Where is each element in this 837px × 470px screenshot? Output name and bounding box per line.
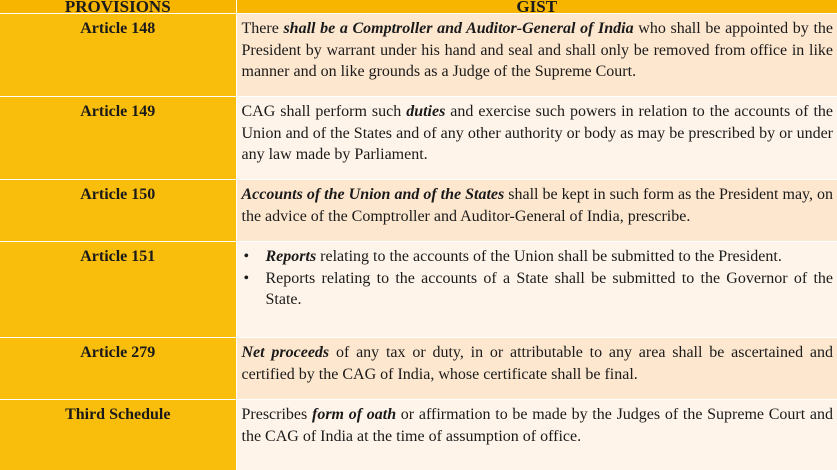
gist-text: Reports relating to the accounts of a State shall be submitted to the Governor of the State. <box>265 269 833 308</box>
bullet-item <box>242 246 834 268</box>
bullet-item <box>242 268 834 311</box>
gist-text: of any tax or duty, in or attributable to any area shall be ascertained and certified by the CAG of India, whose certificate shall be final. <box>241 344 833 383</box>
gist-text: Prescribes <box>241 406 312 423</box>
gist-text: who shall be appointed by the President by warrant under his hand and seal and shall only be removed from office in like manner and on like grounds as a Judge of the Supreme Court. <box>241 20 833 80</box>
gist-text: relating to the accounts of the Union shall be submitted to the President. <box>316 248 782 265</box>
table-row <box>0 180 837 242</box>
emphasis-text: form of oath <box>311 406 397 423</box>
gist-cell <box>236 242 837 338</box>
gist-cell <box>236 14 837 97</box>
provision-cell: Article 150 <box>0 180 236 242</box>
gist-text: CAG shall perform such <box>241 103 407 120</box>
gist-text: and exercise such powers in relation to the accounts of the Union and of the States and of any other authority or body as may be prescribed by or under any law made by Parliament. <box>241 103 834 163</box>
table-row <box>0 338 837 400</box>
gist-text: There <box>241 20 284 37</box>
table-row <box>0 242 837 338</box>
table-row <box>0 97 837 180</box>
table-row <box>0 400 837 470</box>
provision-cell: Article 151 <box>0 242 236 338</box>
header-gist: GIST <box>236 0 837 14</box>
gist-cell <box>236 338 837 400</box>
gist-cell <box>236 400 837 470</box>
gist-cell <box>236 97 837 180</box>
provision-cell: Third Schedule <box>0 400 236 470</box>
header-provisions: PROVISIONS <box>0 0 236 14</box>
gist-cell <box>236 180 837 242</box>
gist-text: or affirmation to be made by the Judges of the Supreme Court and the CAG of India at the time of assumption of office. <box>241 406 834 445</box>
emphasis-text: duties <box>406 103 446 120</box>
emphasis-text: Reports <box>265 248 317 265</box>
emphasis-text: Net proceeds <box>241 344 330 361</box>
table-row <box>0 14 837 97</box>
provision-cell: Article 279 <box>0 338 236 400</box>
bullet-icon: • <box>243 248 250 265</box>
gist-text: shall be kept in such form as the President may, on the advice of the Comptroller and Auditor-General of India, prescribe. <box>241 186 834 225</box>
header-row <box>0 0 837 14</box>
provision-cell: Article 149 <box>0 97 236 180</box>
bullet-icon: • <box>243 269 250 287</box>
emphasis-text: shall be a Comptroller and Auditor-General of India <box>283 20 634 37</box>
report-bullet-list <box>242 246 834 311</box>
emphasis-text: Accounts of the Union and of the States <box>241 186 505 203</box>
provision-cell: Article 148 <box>0 14 236 97</box>
